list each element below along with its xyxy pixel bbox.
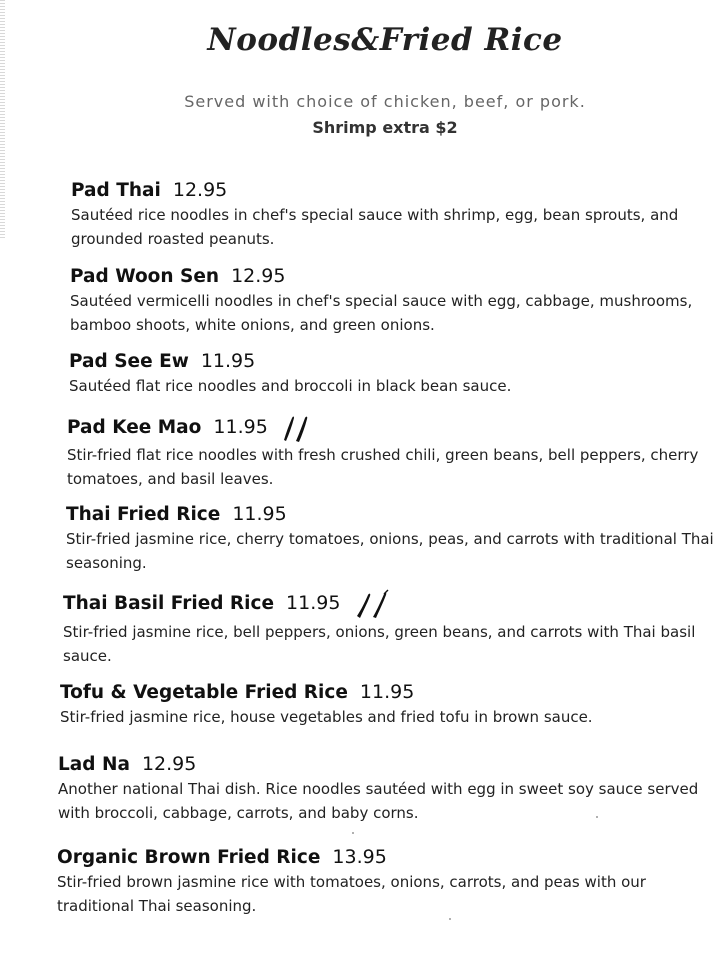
item-name: Thai Fried Rice: [66, 504, 221, 525]
item-name: Pad Kee Mao: [67, 417, 202, 438]
item-description: Stir-fried jasmine rice, cherry tomatoes, onions, peas, and carrots with traditional Thai seasoning.: [66, 530, 714, 572]
item-heading: [58, 752, 708, 777]
item-description: Sautéed rice noodles in chef's special sauce with shrimp, egg, bean sprouts, and grounded roasted peanuts.: [71, 206, 679, 248]
menu-item-thai-basil-fried-rice: [63, 588, 713, 668]
menu-item-tofu-vegetable-fried-rice: [60, 680, 710, 729]
scan-speck: [449, 918, 451, 920]
item-description: Stir-fried jasmine rice, house vegetables and fried tofu in brown sauce.: [60, 708, 593, 726]
menu-item-thai-fried-rice: [66, 502, 716, 575]
item-price: 12.95: [141, 753, 197, 775]
item-heading: [60, 680, 710, 705]
menu-title: Noodles&Fried Rice: [207, 22, 563, 58]
item-heading: [66, 502, 716, 527]
item-price: 11.95: [359, 681, 415, 703]
menu-item-organic-brown-fried-rice: [57, 845, 707, 918]
item-name: Tofu & Vegetable Fried Rice: [60, 682, 348, 703]
menu-item-pad-thai: [71, 178, 720, 251]
chili-pepper-icon: [278, 413, 312, 443]
item-description: Another national Thai dish. Rice noodles sautéed with egg in sweet soy sauce served with broccoli, cabbage, carrots, and baby corns.: [58, 780, 699, 822]
scan-speck: [352, 832, 354, 834]
item-name: Organic Brown Fried Rice: [57, 847, 321, 868]
menu-item-pad-woon-sen: [70, 264, 720, 337]
menu-item-pad-kee-mao: [67, 413, 717, 491]
item-price: 11.95: [200, 350, 256, 372]
item-description: Stir-fried flat rice noodles with fresh crushed chili, green beans, bell peppers, cherry tomatoes, and basil leaves.: [67, 446, 699, 488]
item-heading: [67, 413, 717, 443]
item-description: Stir-fried brown jasmine rice with tomatoes, onions, carrots, and peas with our traditional Thai seasoning.: [57, 873, 646, 915]
menu-subtitle: Served with choice of chicken, beef, or pork.: [184, 92, 586, 111]
item-name: Pad Thai: [71, 180, 161, 201]
item-name: Thai Basil Fried Rice: [63, 593, 275, 614]
item-price: 11.95: [286, 592, 341, 614]
item-heading: [69, 349, 719, 374]
item-description: Sautéed flat rice noodles and broccoli in black bean sauce.: [69, 377, 512, 395]
item-price: 12.95: [231, 265, 286, 287]
chili-pepper-icon: [351, 588, 391, 620]
item-description: Stir-fried jasmine rice, bell peppers, onions, green beans, and carrots with Thai basil sauce.: [63, 623, 696, 665]
item-price: 12.95: [172, 179, 228, 201]
item-heading: [63, 588, 713, 620]
menu-item-pad-see-ew: [69, 349, 719, 398]
item-name: Pad Woon Sen: [70, 266, 220, 287]
item-price: 11.95: [232, 503, 287, 525]
item-heading: [57, 845, 707, 870]
menu-item-lad-na: [58, 752, 708, 825]
item-price: 13.95: [332, 846, 387, 868]
item-name: Pad See Ew: [69, 351, 189, 372]
item-description: Sautéed vermicelli noodles in chef's special sauce with egg, cabbage, mushrooms, bamboo shoots, white onions, and green onions.: [70, 292, 693, 334]
item-heading: [70, 264, 720, 289]
item-name: Lad Na: [58, 754, 130, 775]
item-heading: [71, 178, 720, 203]
item-price: 11.95: [213, 416, 268, 438]
scan-speck: [596, 816, 598, 818]
shrimp-extra-note: Shrimp extra $2: [312, 118, 458, 137]
